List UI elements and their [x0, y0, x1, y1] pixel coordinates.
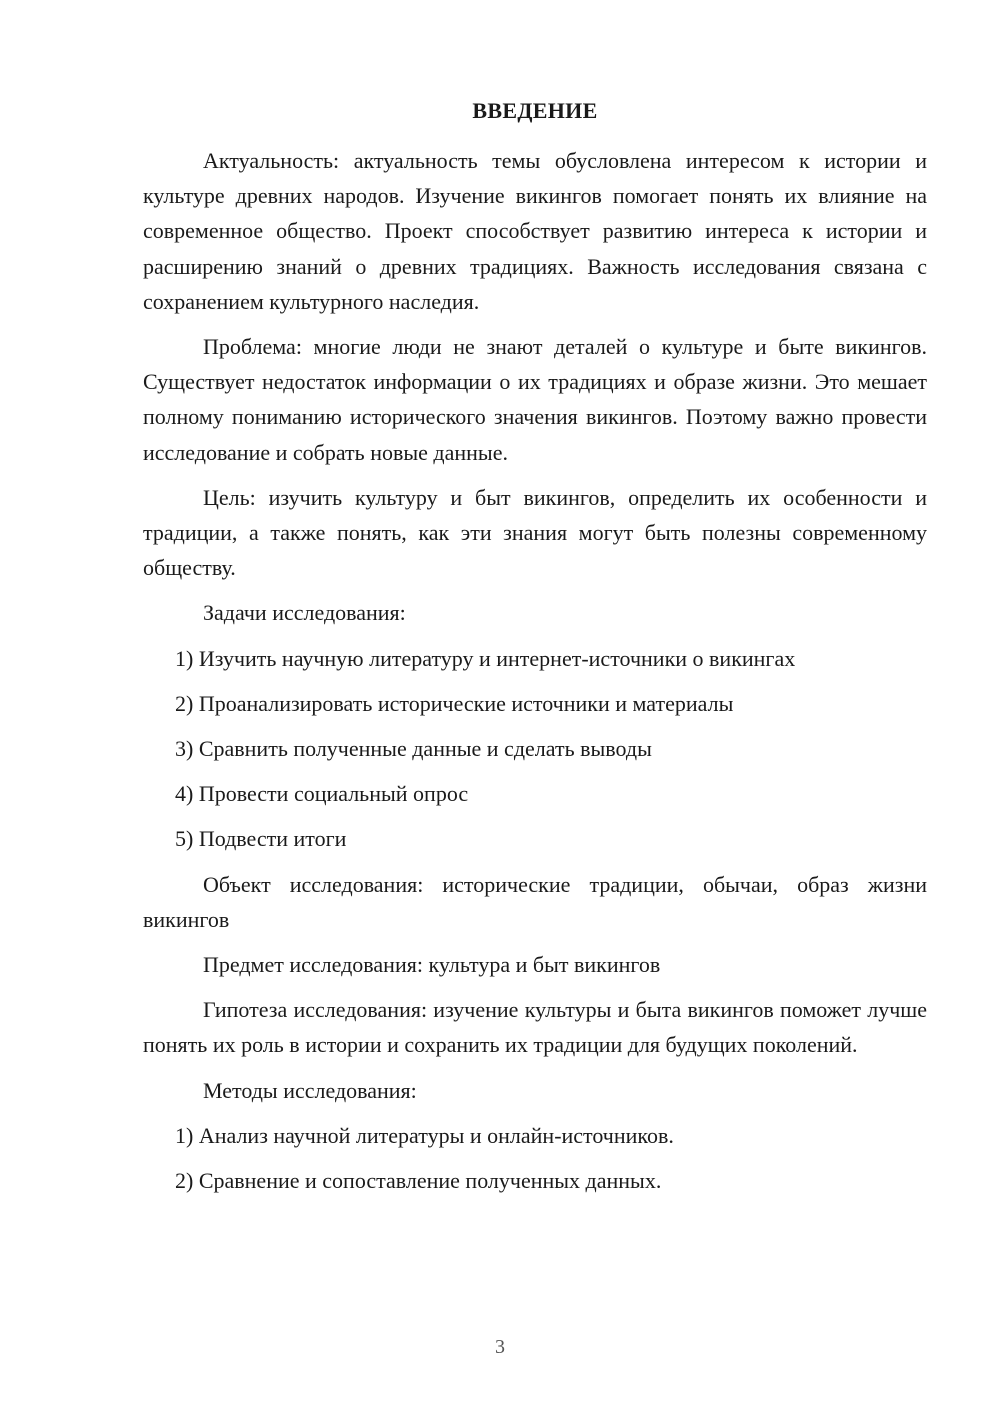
page-title: ВВЕДЕНИЕ	[472, 98, 598, 123]
task-item: 2) Проанализировать исторические источники и материалы	[175, 690, 734, 716]
hypothesis-paragraph: Гипотеза исследования: изучение культуры и быта викингов поможет лучше понять их роль в истории и сохранить их традиции для будущих поколений.	[143, 997, 927, 1058]
page-number: 3	[495, 1336, 505, 1358]
methods-heading: Методы исследования:	[203, 1077, 417, 1103]
subject-paragraph: Предмет исследования: культура и быт викингов	[203, 952, 661, 978]
tasks-heading: Задачи исследования:	[203, 600, 406, 626]
goal-paragraph: Цель: изучить культуру и быт викингов, определить их особенности и традиции, а также понять, как эти знания могут быть полезны современному обществу.	[143, 484, 927, 581]
method-item: 2) Сравнение и сопоставление полученных данных.	[175, 1168, 662, 1194]
methods-list	[143, 1118, 927, 1198]
task-item: 4) Провести социальный опрос	[175, 781, 469, 807]
object-paragraph: Объект исследования: исторические традиции, обычаи, образ жизни викингов	[143, 871, 927, 932]
task-item: 5) Подвести итоги	[175, 826, 347, 852]
tasks-list	[143, 641, 927, 857]
task-item: 1) Изучить научную литературу и интернет-источники о викингах	[175, 645, 796, 671]
problem-paragraph: Проблема: многие люди не знают деталей о культуре и быте викингов. Существует недостаток информации о их традициях и образе жизни. Это мешает полному пониманию исторического значения викингов. Поэтому важно провести исследование и собрать новые данные.	[143, 334, 927, 465]
page-content	[143, 93, 927, 1208]
method-item: 1) Анализ научной литературы и онлайн-источников.	[175, 1122, 674, 1148]
relevance-paragraph: Актуальность: актуальность темы обусловлена интересом к истории и культуре древних народов. Изучение викингов помогает понять их влияние на современное общество. Проект способствует развитию интереса к истории и расширению знаний о древних традициях. Важность исследования связана с сохранением культурного наследия.	[143, 148, 927, 314]
task-item: 3) Сравнить полученные данные и сделать выводы	[175, 736, 652, 762]
